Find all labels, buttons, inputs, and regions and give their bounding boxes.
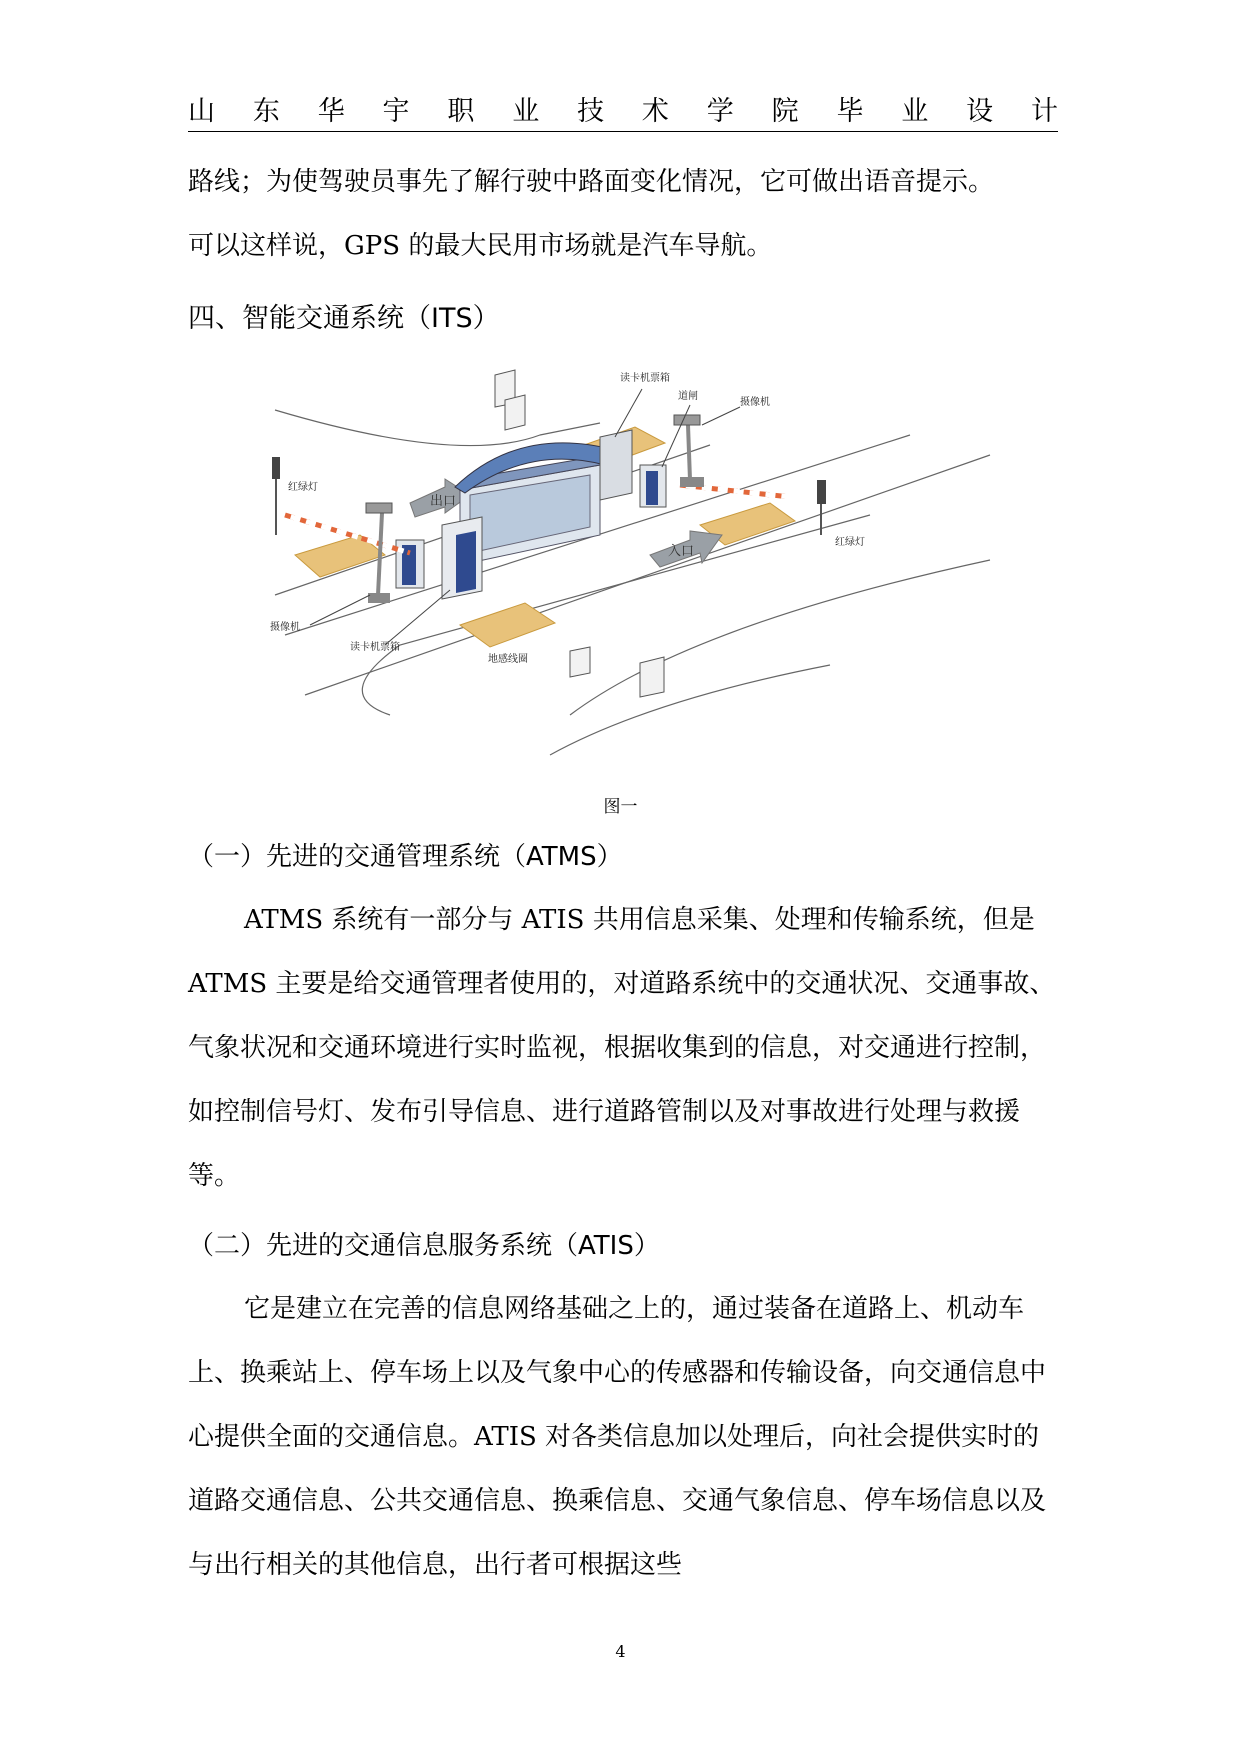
paragraph-line: 路线；为使驾驶员事先了解行驶中路面变化情况，它可做出语音提示。	[188, 167, 995, 197]
figure-caption: 图一	[603, 797, 638, 817]
page-header	[188, 88, 1058, 128]
label-loop-detector: 地感线圈	[488, 654, 528, 665]
header-char: 术	[641, 95, 669, 127]
header-char: 山	[188, 95, 215, 127]
header-char: 业	[901, 95, 929, 127]
section-heading: 四、智能交通系统（ITS）	[188, 303, 500, 334]
subsection-heading-atis: （二）先进的交通信息服务系统（ATIS）	[188, 1231, 660, 1261]
header-char: 计	[1030, 95, 1058, 127]
header-char: 华	[317, 95, 345, 127]
traffic-light-left	[272, 457, 280, 535]
paragraph-line: 可以这样说，GPS 的最大民用市场就是汽车导航。	[188, 231, 773, 261]
bollard-box	[640, 657, 664, 697]
figure-its-parking-diagram	[270, 373, 1000, 790]
header-char: 宇	[382, 95, 410, 127]
header-char: 毕	[836, 95, 864, 127]
paragraph-atis: 它是建立在完善的信息网络基础之上的，通过装备在道路上、机动车上、换乘站上、停车场上以及气象中心的传感器和传输设备，向交通信息中心提供全面的交通信息。ATIS 对各类信息加以处理后，向社会提供实时的道路交通信息、公共交通信息、换乘信息、交通气象信息、停车场信息以及与出行相关的其他信息，出行者可根据这些	[188, 1294, 1047, 1580]
header-char: 东	[252, 95, 280, 127]
label-traffic-light-left: 红绿灯	[288, 482, 318, 493]
label-traffic-light-right: 红绿灯	[835, 537, 865, 548]
loop-pad	[460, 603, 555, 647]
label-barrier-gate: 道闸	[678, 391, 698, 402]
camera-right	[674, 415, 704, 487]
label-card-reader-top: 读卡机票箱	[620, 373, 670, 384]
label-camera-left: 摄像机	[270, 622, 300, 633]
header-char: 设	[966, 95, 994, 127]
label-exit: 出口	[430, 494, 457, 509]
header-char: 院	[771, 95, 799, 127]
traffic-light-right	[817, 480, 826, 535]
header-char: 业	[512, 95, 540, 127]
bollard-box	[570, 647, 590, 677]
parking-diagram-svg	[270, 373, 1000, 790]
card-reader-top	[600, 430, 632, 500]
header-char: 技	[577, 95, 605, 127]
header-rule	[188, 131, 1058, 132]
subsection-heading-atms: （一）先进的交通管理系统（ATMS）	[188, 842, 623, 872]
paragraph-atms: ATMS 系统有一部分与 ATIS 共用信息采集、处理和传输系统，但是 ATMS 主要是给交通管理者使用的，对道路系统中的交通状况、交通事故、气象状况和交通环境进行实时监视，根据收集到的信息，对交通进行控制，如控制信号灯、发布引导信息、进行道路管制以及对事故进行处理与救援等。	[188, 905, 1056, 1191]
label-card-reader-bottom: 读卡机票箱	[350, 642, 400, 653]
header-char: 职	[447, 95, 475, 127]
page-number: 4	[615, 1642, 626, 1661]
header-char: 学	[706, 95, 734, 127]
label-entrance: 入口	[668, 544, 695, 559]
label-camera-right: 摄像机	[740, 397, 770, 408]
